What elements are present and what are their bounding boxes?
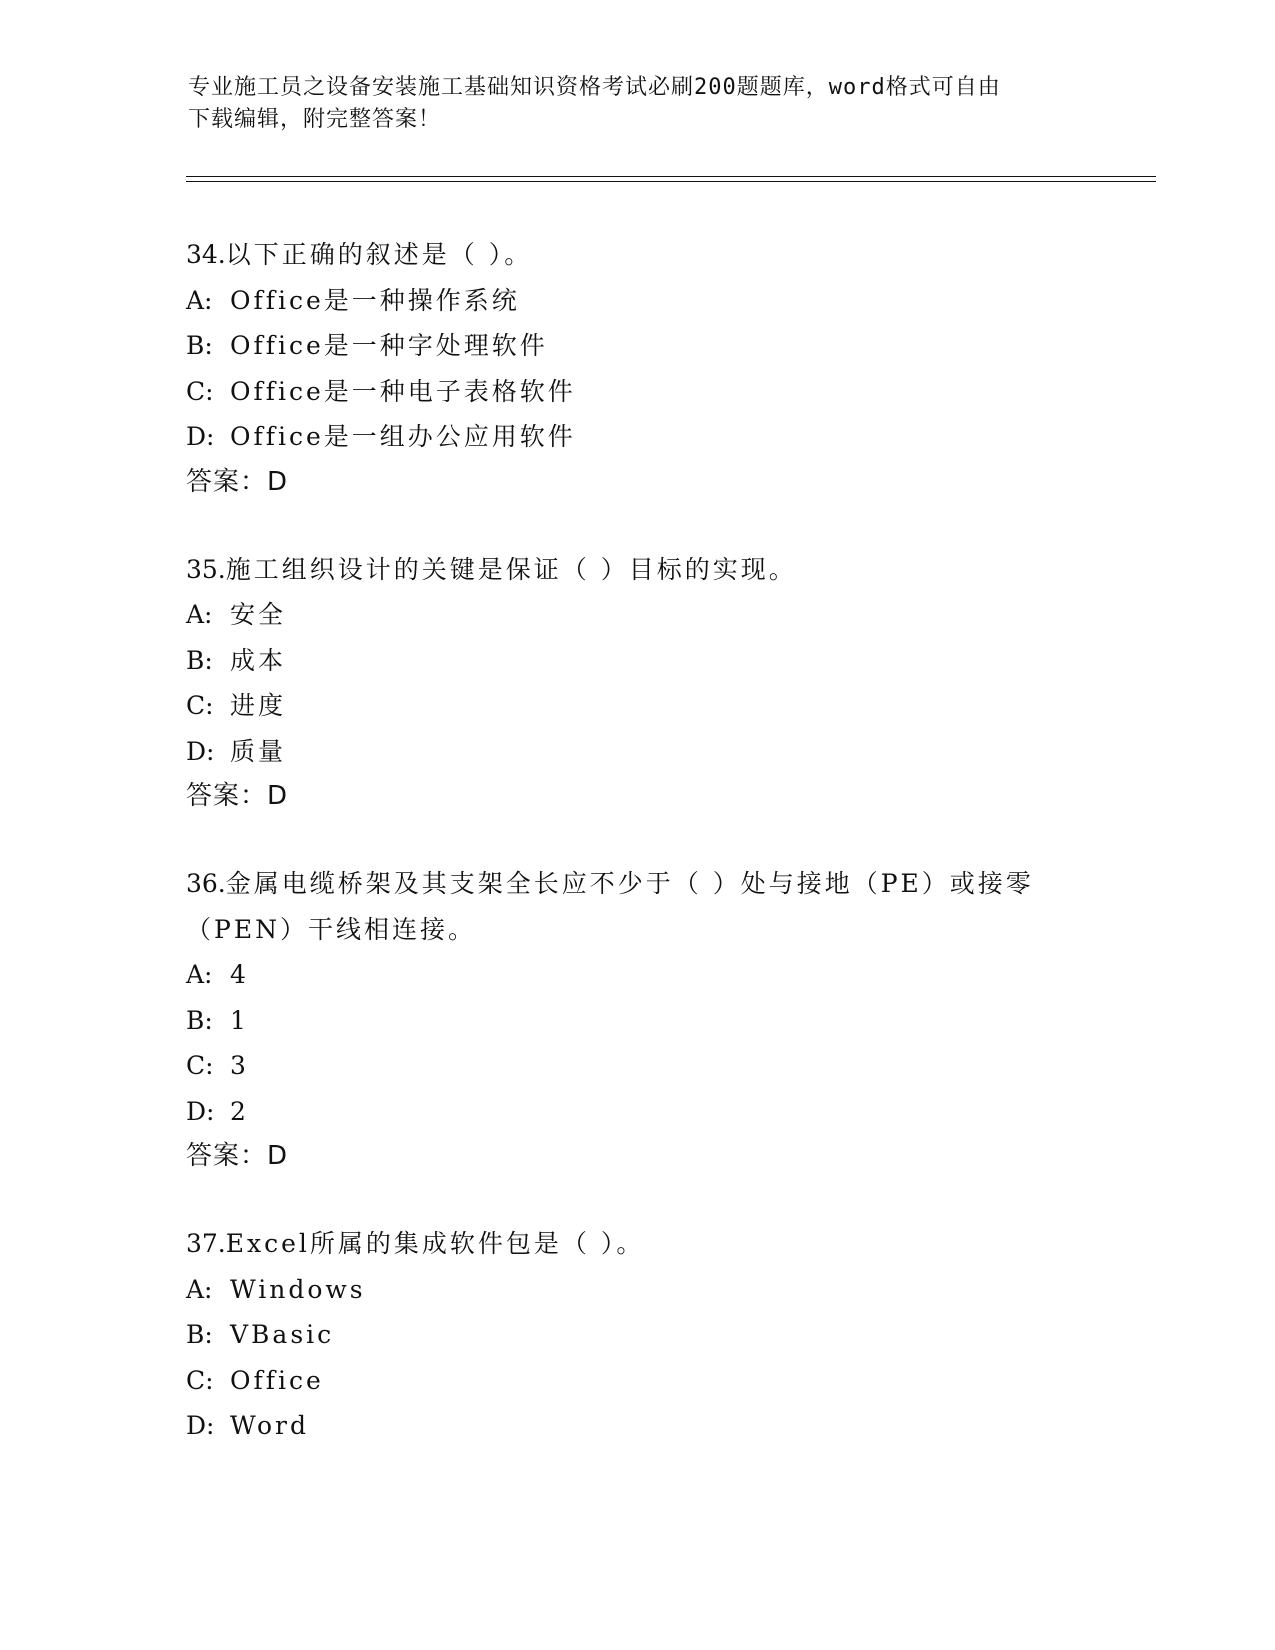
option-text: Office是一组办公应用软件 — [230, 422, 576, 451]
option-label: C: — [186, 1365, 214, 1395]
option-label: C: — [186, 376, 214, 406]
option-label: C: — [186, 1051, 214, 1080]
question-number: 37. — [186, 1229, 226, 1258]
option-text: Windows — [230, 1274, 366, 1304]
option-d — [186, 414, 1086, 460]
option-text: 成本 — [230, 645, 287, 675]
option-c — [186, 683, 1086, 729]
option-c — [186, 1043, 1086, 1089]
option-text: Office是一种操作系统 — [230, 285, 520, 315]
answer-line: 答案：D — [186, 1141, 289, 1171]
option-text: 1 — [230, 1005, 249, 1035]
option-d — [186, 729, 1086, 775]
answer-line: 答案：D — [186, 466, 289, 497]
option-label: A: — [186, 285, 213, 315]
question-number: 36. — [186, 869, 226, 898]
question-36 — [186, 861, 1086, 1179]
option-label: D: — [186, 1411, 215, 1440]
question-number: 34. — [186, 240, 226, 269]
option-label: B: — [186, 645, 213, 675]
question-list — [186, 232, 1086, 1491]
option-a — [186, 1267, 1086, 1313]
option-b — [186, 323, 1086, 369]
option-label: C: — [186, 691, 214, 720]
option-label: D: — [186, 422, 215, 451]
option-label: B: — [186, 331, 213, 360]
option-text: Word — [230, 1411, 310, 1440]
option-label: A: — [186, 960, 213, 989]
option-a — [186, 952, 1086, 998]
option-text: 2 — [230, 1096, 249, 1126]
option-text: 质量 — [230, 736, 287, 766]
question-text: 以下正确的叙述是（ ）。 — [225, 240, 533, 269]
option-label: A: — [186, 600, 213, 629]
option-label: A: — [186, 1274, 213, 1304]
question-37 — [186, 1221, 1086, 1449]
option-c — [186, 1358, 1086, 1404]
question-number: 35. — [186, 554, 226, 584]
option-text: 4 — [230, 960, 249, 989]
option-b — [186, 998, 1086, 1044]
option-text: Office — [230, 1365, 324, 1395]
option-label: B: — [186, 1320, 213, 1349]
option-text: 3 — [230, 1051, 249, 1080]
option-text: VBasic — [230, 1320, 335, 1349]
option-label: D: — [186, 1096, 215, 1126]
header-divider-bottom — [186, 181, 1156, 182]
option-a — [186, 592, 1086, 638]
question-stem — [186, 547, 1086, 593]
question-text: 金属电缆桥架及其支架全长应不少于（ ）处与接地（PE）或接零（PEN）干线相连接。 — [186, 869, 1034, 944]
question-34 — [186, 232, 1086, 505]
option-d — [186, 1089, 1086, 1135]
answer-line: 答案：D — [186, 781, 289, 811]
question-text: 施工组织设计的关键是保证（ ）目标的实现。 — [225, 554, 797, 584]
option-c — [186, 369, 1086, 415]
option-b — [186, 1312, 1086, 1358]
option-text: Office是一种电子表格软件 — [230, 376, 576, 406]
option-label: D: — [186, 736, 215, 766]
header-line-2: 下载编辑，附完整答案！ — [188, 107, 442, 132]
question-text: Excel所属的集成软件包是（ ）。 — [225, 1229, 645, 1258]
option-a — [186, 278, 1086, 324]
option-d — [186, 1403, 1086, 1449]
question-stem — [186, 232, 1086, 278]
option-b — [186, 638, 1086, 684]
question-35 — [186, 547, 1086, 820]
option-text: 进度 — [230, 691, 287, 720]
document-header — [188, 72, 1078, 136]
option-label: B: — [186, 1005, 213, 1035]
option-text: 安全 — [230, 600, 287, 629]
question-stem — [186, 1221, 1086, 1267]
header-divider-top — [186, 176, 1156, 177]
header-line-1: 专业施工员之设备安装施工基础知识资格考试必刷200题题库，word格式可自由 — [188, 75, 1001, 100]
option-text: Office是一种字处理软件 — [230, 331, 548, 360]
question-stem — [186, 861, 1086, 952]
